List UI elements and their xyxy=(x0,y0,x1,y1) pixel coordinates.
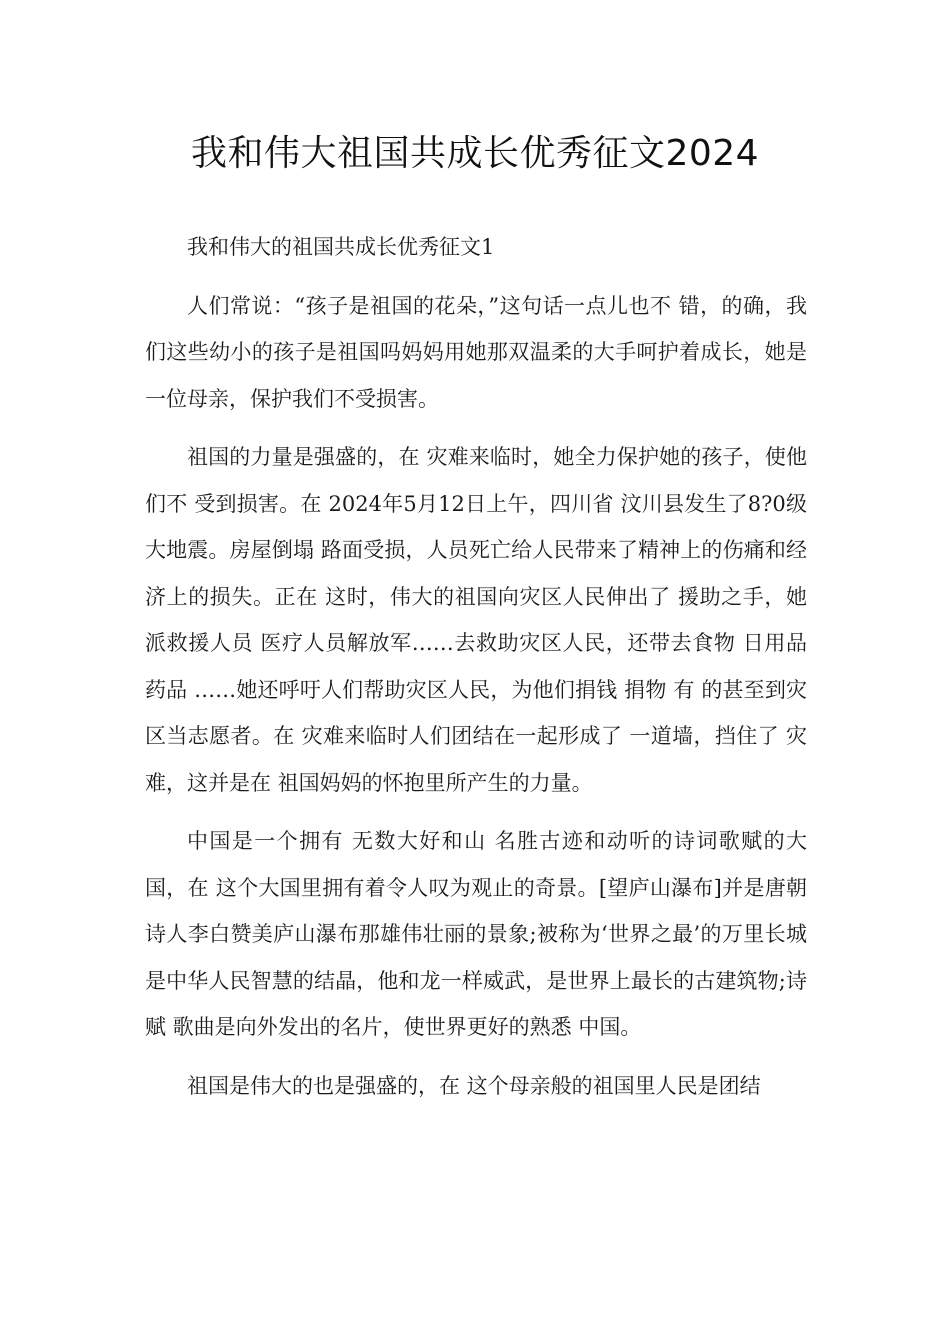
paragraph: 人们常说：“孩子是祖国的花朵，”这句话一点儿也不 错，的确，我们这些幼小的孩子是祖国吗妈妈用她那双温柔的大手呵护着成长，她是一位母亲，保护我们不受损害。 xyxy=(145,293,807,411)
section-heading: 我和伟大的祖国共成长优秀征文1 xyxy=(187,235,495,259)
paragraph: 祖国是伟大的也是强盛的，在 这个母亲般的祖国里人民是团结 xyxy=(187,1073,761,1098)
document-body xyxy=(145,224,807,1121)
paragraph: 中国是一个拥有 无数大好和山 名胜古迹和动听的诗词歌赋的大国，在 这个大国里拥有着令人叹为观止的奇景。[望庐山瀑布]并是唐朝诗人李白赞美庐山瀑布那雄伟壮丽的景象;被称为‘世界之最’的万里长城是中华人民智慧的结晶，他和龙一样威武，是世界上最长的古建筑物;诗赋 歌曲是向外发出的名片，使世界更好的熟悉 中国。 xyxy=(145,829,807,1039)
document-title: 我和伟大祖国共成长优秀征文2024 xyxy=(190,133,760,174)
paragraph: 祖国的力量是强盛的，在 灾难来临时，她全力保护她的孩子，使他们不 受到损害。在 2024年5月12日上午，四川省 汶川县发生了8?0级大地震。房屋倒塌 路面受损，人员死亡给人民带来了精神上的伤痛和经济上的损失。正在 这时，伟大的祖国向灾区人民伸出了 援助之手，她派救援人员 医疗人员解放军……去救助灾区人民，还带去食物 日用品 药品 ……她还呼吁人们帮助灾区人民，为他们捐钱 捐物 有 的甚至到灾区当志愿者。在 灾难来临时人们团结在一起形成了 一道墙，挡住了 灾难，这并是在 祖国妈妈的怀抱里所产生的力量。 xyxy=(145,445,807,795)
